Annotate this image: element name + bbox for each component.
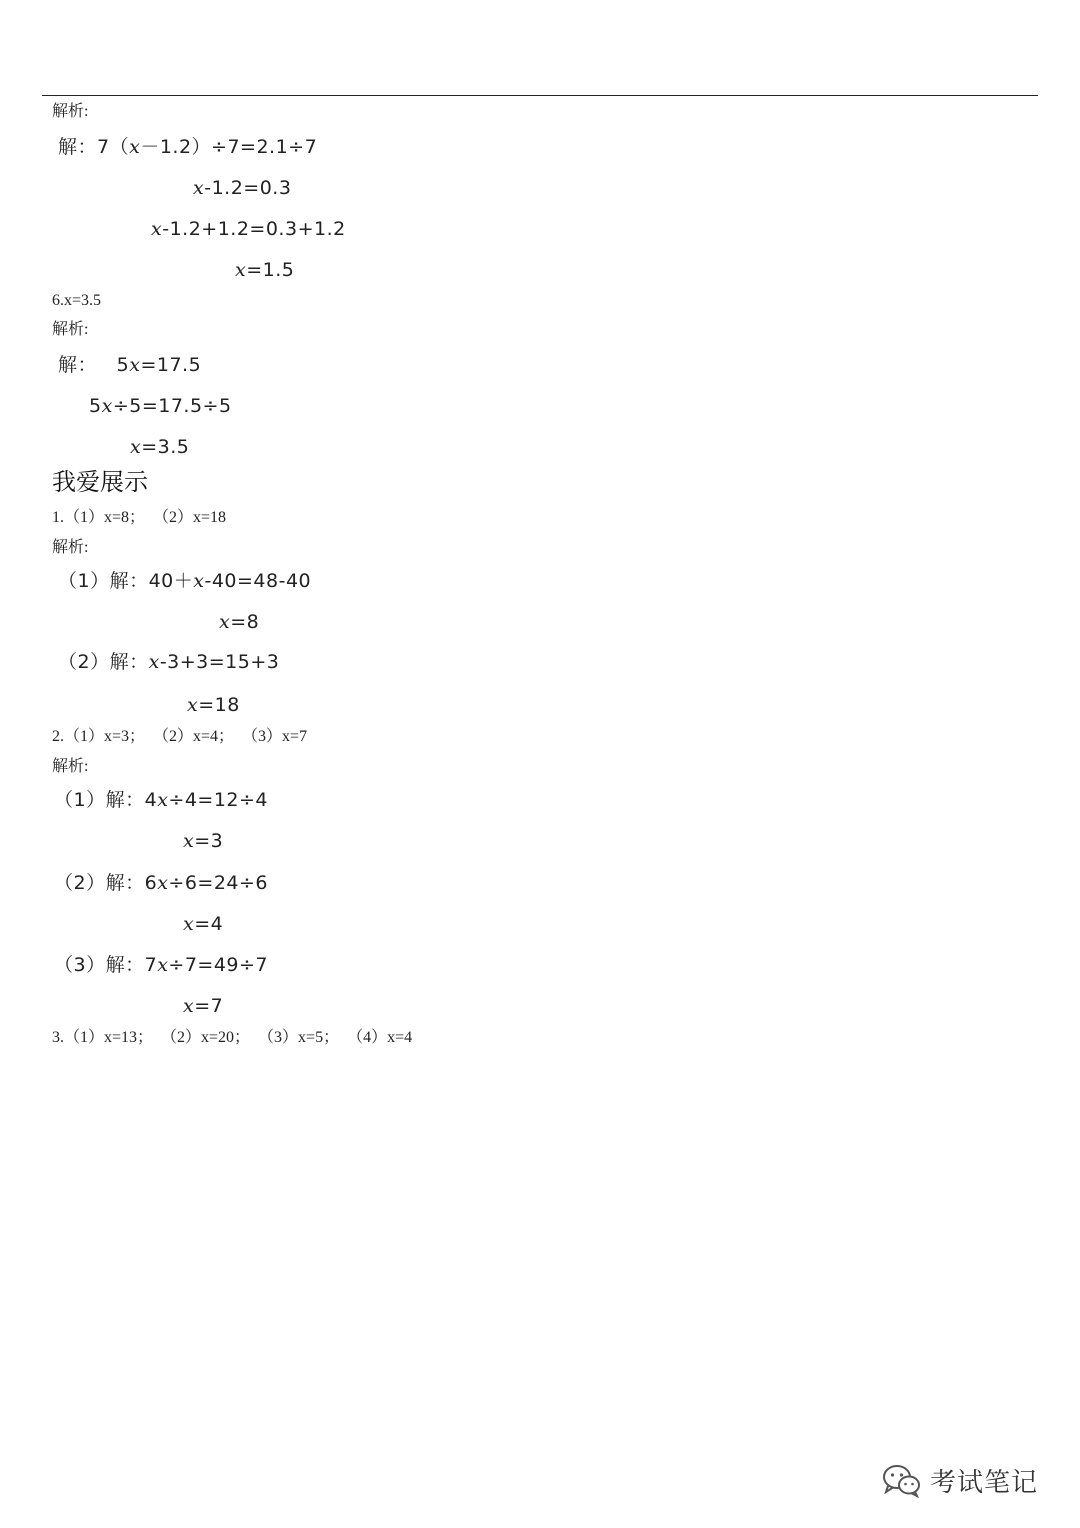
equation-part: =7 [194, 995, 224, 1017]
equation-part: =18 [198, 694, 240, 716]
watermark [882, 1462, 1038, 1499]
variable-x: x [183, 830, 195, 852]
equation-part: -3+3=15+3 [159, 651, 280, 673]
variable-x: x [235, 259, 247, 281]
equation-line [130, 438, 189, 457]
variable-x: x [219, 611, 231, 633]
variable-x: x [157, 789, 169, 811]
equation-line [58, 356, 201, 375]
equation-part: ÷7=49÷7 [168, 954, 269, 976]
variable-x: x [129, 136, 141, 158]
equation-line [187, 696, 240, 715]
equation-part: （1）解：4 [54, 789, 158, 811]
variable-x: x [130, 436, 142, 458]
equation-part: （2）解： [58, 651, 149, 673]
equation-line [183, 915, 223, 934]
watermark-text: 考试笔记 [930, 1468, 1039, 1498]
equation-part: （1）解：40＋ [58, 570, 194, 592]
variable-x: x [101, 395, 113, 417]
answer-text: 解析: [52, 321, 89, 338]
equation-line [89, 397, 232, 416]
equation-line [54, 874, 268, 893]
equation-part: -1.2+1.2=0.3+1.2 [162, 218, 346, 240]
equation-part: （2）解：6 [54, 872, 158, 894]
section-heading: 我爱展示 [52, 468, 148, 496]
equation-part: －1.2）÷7=2.1÷7 [140, 136, 318, 158]
equation-line [219, 613, 259, 632]
equation-part: 解：7（ [58, 136, 130, 158]
equation-part: ÷6=24÷6 [168, 872, 269, 894]
equation-part: ÷5=17.5÷5 [112, 395, 232, 417]
variable-x: x [129, 354, 141, 376]
variable-x: x [183, 913, 195, 935]
equation-line [235, 261, 294, 280]
equation-line [58, 138, 317, 157]
wechat-icon [882, 1464, 922, 1498]
header-rule [42, 95, 1038, 96]
equation-part: -40=48-40 [204, 570, 312, 592]
equation-part: =8 [230, 611, 260, 633]
answer-text: 3.（1）x=13； （2）x=20； （3）x=5； （4）x=4 [52, 1029, 413, 1046]
equation-line [54, 956, 268, 975]
equation-part: =17.5 [140, 354, 202, 376]
variable-x: x [183, 995, 195, 1017]
equation-line [151, 220, 346, 239]
variable-x: x [157, 872, 169, 894]
equation-part: 解： 5 [58, 354, 130, 376]
equation-part: -1.2=0.3 [204, 177, 292, 199]
answer-text: 6.x=3.5 [52, 292, 102, 309]
variable-x: x [151, 218, 163, 240]
equation-part: =4 [194, 913, 224, 935]
equation-line [58, 653, 279, 672]
variable-x: x [148, 651, 160, 673]
answer-text: 解析: [52, 758, 89, 775]
equation-part: =3 [194, 830, 224, 852]
equation-part: 5 [89, 395, 102, 417]
equation-line [58, 572, 311, 591]
answer-text: 2.（1）x=3； （2）x=4； （3）x=7 [52, 728, 308, 745]
equation-part: ÷4=12÷4 [168, 789, 269, 811]
equation-line [193, 179, 291, 198]
variable-x: x [193, 570, 205, 592]
variable-x: x [193, 177, 205, 199]
equation-part: =3.5 [141, 436, 190, 458]
answer-text: 解析: [52, 103, 89, 120]
variable-x: x [187, 694, 199, 716]
equation-line [183, 997, 223, 1016]
equation-part: （3）解：7 [54, 954, 158, 976]
answer-text: 解析: [52, 539, 89, 556]
answer-text: 1.（1）x=8； （2）x=18 [52, 509, 227, 526]
equation-part: =1.5 [246, 259, 295, 281]
variable-x: x [157, 954, 169, 976]
equation-line [183, 832, 223, 851]
equation-line [54, 791, 268, 810]
